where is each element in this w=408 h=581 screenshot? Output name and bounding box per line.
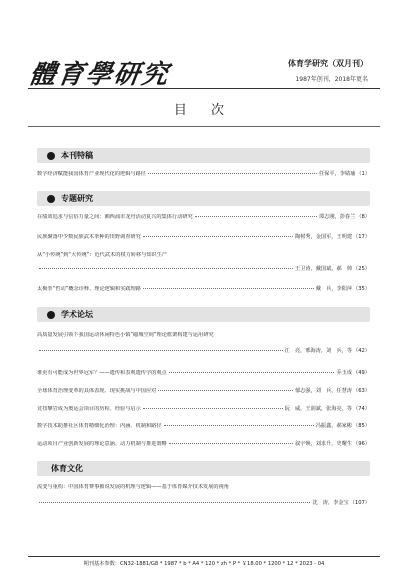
- article-title: 太极拳“哲动”概念诠释、理论逻辑和实践理路: [37, 286, 141, 292]
- dot-leader: [195, 216, 317, 217]
- toc-entry[interactable]: [37, 234, 370, 241]
- article-authors: 沈 涛，李金宝: [312, 500, 349, 506]
- dot-leader: [39, 350, 283, 351]
- footer-divider: [28, 556, 380, 557]
- bullet-icon: [47, 195, 55, 203]
- section-header-special-topics: [37, 191, 370, 206]
- article-title: 谁更有可能成为世界冠军？——遗传和表观遗传学的观点: [37, 370, 167, 376]
- page-number: （85）: [353, 423, 370, 429]
- article-title: 数字技术助推社区体育精细化治理：内涵、机制和路径: [37, 423, 162, 429]
- dot-leader: [164, 425, 314, 426]
- dot-leader: [39, 502, 310, 503]
- toc-entry[interactable]: [37, 370, 370, 377]
- article-authors: 乔玉成: [336, 370, 353, 376]
- dot-leader: [148, 173, 317, 174]
- article-title: 从“小传统”到“大传统”：近代武术的权力转移与知识生产: [37, 252, 168, 258]
- article-authors: 戴 兵，李阳萍: [315, 286, 353, 292]
- article-authors: 郁志强，刘 兵，任慧涛: [294, 388, 353, 394]
- toc-entry[interactable]: [37, 286, 370, 293]
- dot-leader: [143, 236, 293, 237]
- article-authors: 陶树秀，金国军，王明建: [294, 234, 353, 240]
- article-authors: 阮 威，王润斌，张海亮，等: [284, 406, 353, 412]
- page-number: （25）: [353, 266, 370, 272]
- article-authors: 江 亮，邢海涛，刘 兵，等: [284, 348, 353, 354]
- bullet-icon: [47, 311, 55, 319]
- page-number: （8）: [356, 214, 370, 220]
- dot-leader: [158, 390, 293, 391]
- article-authors: 王卫涛，戴国斌，郝 帅: [294, 266, 353, 272]
- article-title: 数字经济赋能我国体育产业现代化的逻辑与路径: [37, 171, 146, 177]
- article-title: 高质量发展引领下我国运动休闲特色小镇“磁城空间”理论框架构建与运用研究: [37, 332, 214, 338]
- dot-leader: [143, 408, 283, 409]
- section-header-academic-forum: [37, 307, 370, 322]
- article-authors: 叙宇焕，刘求升，史曙生: [294, 441, 353, 447]
- toc-entry[interactable]: [37, 171, 370, 178]
- journal-founding-info: 1987年创刊，2018年更名: [295, 76, 368, 83]
- article-title: 民族聚落中少数民族武术拳种的田野调查研究: [37, 234, 141, 240]
- section-title: 体育文化: [51, 464, 83, 473]
- page-number: （74）: [353, 406, 370, 412]
- section-title: 专题研究: [61, 194, 93, 203]
- article-title: 全球体育治理变革的具体表现、现实挑战与中国应对: [37, 388, 157, 394]
- article-title: 运动项目产业创新发展的理论意涵、动力机制与推进策略: [37, 441, 167, 447]
- header-divider: [28, 88, 380, 89]
- page-number: （96）: [353, 441, 370, 447]
- page-number: （35）: [353, 286, 370, 292]
- dot-leader: [169, 443, 293, 444]
- article-title: 竞技攀岩成为奥运会项目的历程、经验与启示: [37, 406, 141, 412]
- section-header-featured: [37, 148, 370, 163]
- section-title: 本刊特稿: [61, 151, 93, 160]
- dot-leader: [169, 372, 335, 373]
- journal-logo: 體育學研究: [27, 60, 172, 90]
- page-number: （1）: [356, 171, 370, 177]
- dot-leader: [143, 288, 314, 289]
- page-number: （17）: [353, 234, 370, 240]
- toc-entry[interactable]: [37, 214, 370, 221]
- page-number: （107）: [349, 500, 370, 506]
- section-header-sports-culture: [37, 461, 370, 476]
- journal-name: 体育学研究（双月刊）: [288, 59, 368, 68]
- page-number: （42）: [353, 348, 370, 354]
- dot-leader: [39, 268, 293, 269]
- article-authors: 谭志刚，彭春兰: [318, 214, 356, 220]
- toc-entry[interactable]: [37, 388, 370, 395]
- page-number: （63）: [353, 388, 370, 394]
- article-authors: 任保平，李婧瑜: [318, 171, 356, 177]
- toc-entry[interactable]: [37, 332, 370, 355]
- page-title: 目 次: [173, 103, 235, 118]
- article-title: 流变与重构：中国体育赛事被说发展的机理与逻辑——基于体育媒介技术发展的视角: [37, 484, 229, 490]
- bullet-icon: [47, 152, 55, 160]
- toc-entry[interactable]: [37, 423, 370, 430]
- title-divider: [28, 126, 380, 127]
- toc-entry[interactable]: [37, 406, 370, 413]
- section-title: 学术论坛: [61, 310, 93, 319]
- article-title: 在绩效追求与信俗力量之间：湘西浦市龙舟活动复兴的集体行动研究: [37, 214, 193, 220]
- toc-entry[interactable]: [37, 252, 370, 273]
- toc-entry[interactable]: [37, 484, 370, 507]
- journal-parameters: 期刊基本参数：CN32-1881/G8 * 1987 * b * A4 * 120 * zh * P * ￥18.00 * 1200 * 12 * 2023 - 04: [83, 561, 325, 567]
- page-number: （49）: [353, 370, 370, 376]
- article-authors: 冯振鑫，郝家彬: [315, 423, 353, 429]
- toc-entry[interactable]: [37, 441, 370, 448]
